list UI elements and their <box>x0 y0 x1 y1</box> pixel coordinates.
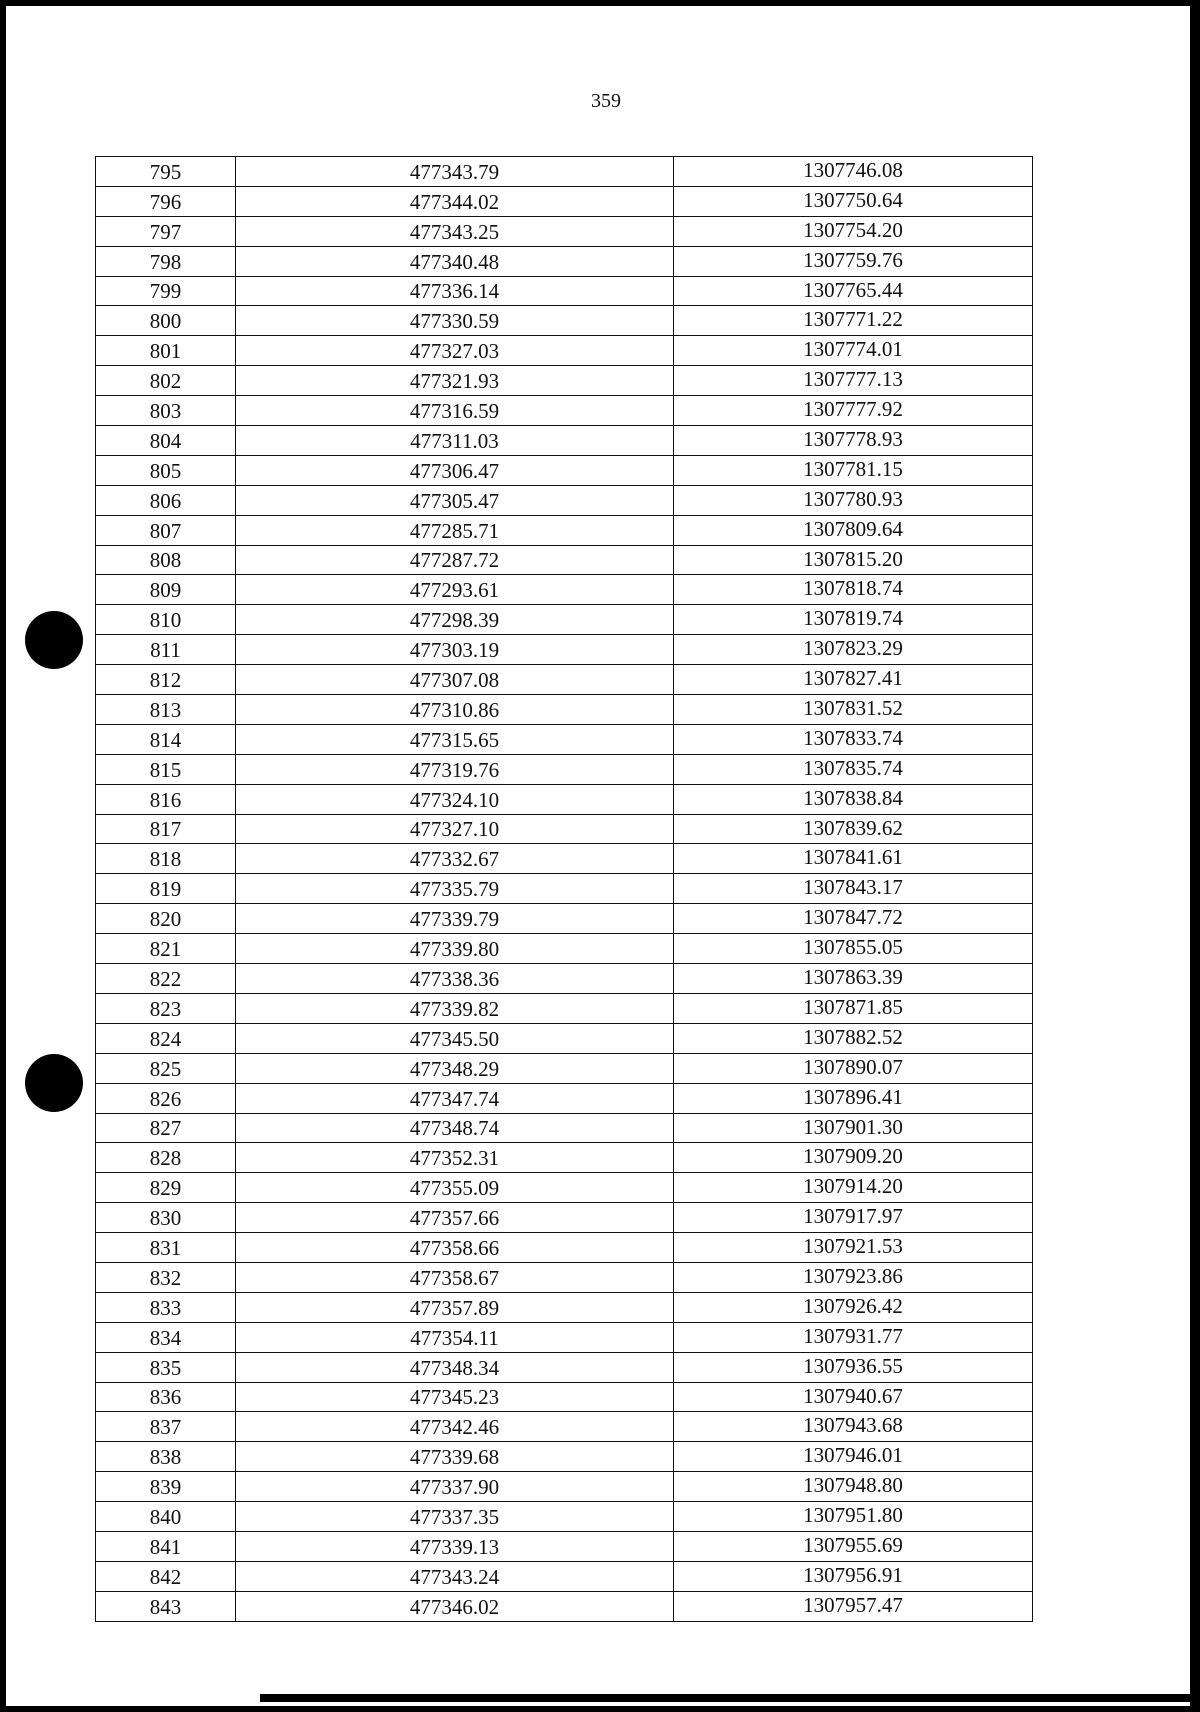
point-number-cell: 841 <box>96 1532 236 1561</box>
x-coordinate-cell: 477339.79 <box>236 904 674 933</box>
y-coordinate-cell: 1307843.17 <box>803 875 903 900</box>
x-coordinate-cell: 477311.03 <box>236 426 674 455</box>
x-coordinate-cell: 477357.66 <box>236 1203 674 1232</box>
x-coordinate-cell: 477337.35 <box>236 1502 674 1531</box>
point-number-cell: 801 <box>96 336 236 365</box>
table-row <box>96 1353 1032 1383</box>
point-number-cell: 819 <box>96 874 236 903</box>
scan-edge-bar <box>260 1694 1190 1702</box>
x-coordinate-cell: 477336.14 <box>236 277 674 306</box>
point-number-cell: 833 <box>96 1293 236 1322</box>
x-coordinate-cell: 477343.25 <box>236 217 674 246</box>
table-row <box>96 546 1032 576</box>
x-coordinate-cell: 477339.80 <box>236 934 674 963</box>
y-coordinate-cell: 1307882.52 <box>803 1024 903 1049</box>
x-coordinate-cell: 477285.71 <box>236 516 674 545</box>
table-row <box>96 1054 1032 1084</box>
y-coordinate-cell: 1307746.08 <box>803 158 903 182</box>
table-row <box>96 904 1032 934</box>
point-number-cell: 808 <box>96 546 236 575</box>
x-coordinate-cell: 477306.47 <box>236 456 674 485</box>
y-coordinate-cell: 1307839.62 <box>803 815 903 840</box>
x-coordinate-cell: 477358.67 <box>236 1263 674 1292</box>
table-row <box>96 1323 1032 1353</box>
table-row <box>96 1472 1032 1502</box>
x-coordinate-cell: 477339.68 <box>236 1442 674 1471</box>
point-number-cell: 840 <box>96 1502 236 1531</box>
y-coordinate-cell: 1307863.39 <box>803 965 903 990</box>
y-coordinate-cell: 1307871.85 <box>803 994 903 1019</box>
y-coordinate-cell: 1307909.20 <box>803 1144 903 1169</box>
table-row <box>96 815 1032 845</box>
table-row <box>96 366 1032 396</box>
x-coordinate-cell: 477316.59 <box>236 396 674 425</box>
table-row <box>96 486 1032 516</box>
point-number-cell: 820 <box>96 904 236 933</box>
point-number-cell: 811 <box>96 635 236 664</box>
point-number-cell: 799 <box>96 277 236 306</box>
x-coordinate-cell: 477354.11 <box>236 1323 674 1352</box>
x-coordinate-cell: 477324.10 <box>236 785 674 814</box>
table-row <box>96 247 1032 277</box>
y-coordinate-cell: 1307780.93 <box>803 486 903 511</box>
x-coordinate-cell: 477327.10 <box>236 815 674 844</box>
y-coordinate-cell: 1307917.97 <box>803 1204 903 1229</box>
table-row <box>96 755 1032 785</box>
table-row <box>96 1502 1032 1532</box>
x-coordinate-cell: 477321.93 <box>236 366 674 395</box>
x-coordinate-cell: 477338.36 <box>236 964 674 993</box>
point-number-cell: 842 <box>96 1562 236 1591</box>
table-row <box>96 187 1032 217</box>
x-coordinate-cell: 477348.74 <box>236 1114 674 1143</box>
y-coordinate-cell: 1307931.77 <box>803 1323 903 1348</box>
y-coordinate-cell: 1307771.22 <box>803 307 903 332</box>
x-coordinate-cell: 477337.90 <box>236 1472 674 1501</box>
table-row <box>96 874 1032 904</box>
point-number-cell: 843 <box>96 1592 236 1621</box>
y-coordinate-cell: 1307750.64 <box>803 187 903 212</box>
y-coordinate-cell: 1307833.74 <box>803 725 903 750</box>
y-coordinate-cell: 1307936.55 <box>803 1353 903 1378</box>
x-coordinate-cell: 477340.48 <box>236 247 674 276</box>
x-coordinate-cell: 477345.23 <box>236 1383 674 1412</box>
y-coordinate-cell: 1307774.01 <box>803 337 903 362</box>
point-number-cell: 814 <box>96 725 236 754</box>
point-number-cell: 825 <box>96 1054 236 1083</box>
x-coordinate-cell: 477343.79 <box>236 157 674 186</box>
table-row <box>96 456 1032 486</box>
table-row <box>96 575 1032 605</box>
y-coordinate-cell: 1307890.07 <box>803 1054 903 1079</box>
table-row <box>96 396 1032 426</box>
table-row <box>96 844 1032 874</box>
table-row <box>96 1263 1032 1293</box>
point-number-cell: 815 <box>96 755 236 784</box>
point-number-cell: 839 <box>96 1472 236 1501</box>
coordinate-table <box>95 156 1033 1622</box>
x-coordinate-cell: 477305.47 <box>236 486 674 515</box>
table-row <box>96 1532 1032 1562</box>
table-row <box>96 336 1032 366</box>
x-coordinate-cell: 477310.86 <box>236 695 674 724</box>
x-coordinate-cell: 477348.29 <box>236 1054 674 1083</box>
y-coordinate-cell: 1307835.74 <box>803 755 903 780</box>
table-row <box>96 1173 1032 1203</box>
x-coordinate-cell: 477357.89 <box>236 1293 674 1322</box>
table-row <box>96 785 1032 815</box>
x-coordinate-cell: 477345.50 <box>236 1024 674 1053</box>
table-row <box>96 1084 1032 1114</box>
x-coordinate-cell: 477358.66 <box>236 1233 674 1262</box>
table-row <box>96 635 1032 665</box>
y-coordinate-cell: 1307831.52 <box>803 696 903 721</box>
y-coordinate-cell: 1307841.61 <box>803 845 903 870</box>
table-row <box>96 994 1032 1024</box>
point-number-cell: 831 <box>96 1233 236 1262</box>
y-coordinate-cell: 1307765.44 <box>803 277 903 302</box>
point-number-cell: 817 <box>96 815 236 844</box>
x-coordinate-cell: 477307.08 <box>236 665 674 694</box>
table-row <box>96 725 1032 755</box>
x-coordinate-cell: 477287.72 <box>236 546 674 575</box>
x-coordinate-cell: 477348.34 <box>236 1353 674 1382</box>
x-coordinate-cell: 477339.82 <box>236 994 674 1023</box>
y-coordinate-cell: 1307943.68 <box>803 1413 903 1438</box>
y-coordinate-cell: 1307759.76 <box>803 247 903 272</box>
y-coordinate-cell: 1307921.53 <box>803 1234 903 1259</box>
table-row <box>96 665 1032 695</box>
point-number-cell: 832 <box>96 1263 236 1292</box>
point-number-cell: 824 <box>96 1024 236 1053</box>
punch-hole-bottom <box>25 1054 83 1112</box>
table-row <box>96 1233 1032 1263</box>
x-coordinate-cell: 477319.76 <box>236 755 674 784</box>
x-coordinate-cell: 477332.67 <box>236 844 674 873</box>
point-number-cell: 830 <box>96 1203 236 1232</box>
point-number-cell: 821 <box>96 934 236 963</box>
table-row <box>96 1024 1032 1054</box>
table-row <box>96 605 1032 635</box>
table-row <box>96 964 1032 994</box>
x-coordinate-cell: 477352.31 <box>236 1143 674 1172</box>
point-number-cell: 804 <box>96 426 236 455</box>
x-coordinate-cell: 477346.02 <box>236 1592 674 1621</box>
y-coordinate-cell: 1307818.74 <box>803 576 903 601</box>
point-number-cell: 818 <box>96 844 236 873</box>
point-number-cell: 827 <box>96 1114 236 1143</box>
document-page <box>6 6 1190 1706</box>
table-row <box>96 1203 1032 1233</box>
y-coordinate-cell: 1307809.64 <box>803 516 903 541</box>
table-row <box>96 277 1032 307</box>
point-number-cell: 806 <box>96 486 236 515</box>
table-row <box>96 1592 1032 1622</box>
x-coordinate-cell: 477355.09 <box>236 1173 674 1202</box>
point-number-cell: 809 <box>96 575 236 604</box>
y-coordinate-cell: 1307896.41 <box>803 1084 903 1109</box>
table-row <box>96 217 1032 247</box>
point-number-cell: 826 <box>96 1084 236 1113</box>
x-coordinate-cell: 477327.03 <box>236 336 674 365</box>
y-coordinate-cell: 1307819.74 <box>803 606 903 631</box>
y-coordinate-cell: 1307855.05 <box>803 935 903 960</box>
y-coordinate-cell: 1307777.13 <box>803 367 903 392</box>
point-number-cell: 813 <box>96 695 236 724</box>
x-coordinate-cell: 477335.79 <box>236 874 674 903</box>
x-coordinate-cell: 477343.24 <box>236 1562 674 1591</box>
point-number-cell: 796 <box>96 187 236 216</box>
point-number-cell: 836 <box>96 1383 236 1412</box>
point-number-cell: 835 <box>96 1353 236 1382</box>
y-coordinate-cell: 1307940.67 <box>803 1383 903 1408</box>
y-coordinate-cell: 1307946.01 <box>803 1443 903 1468</box>
point-number-cell: 803 <box>96 396 236 425</box>
point-number-cell: 834 <box>96 1323 236 1352</box>
point-number-cell: 838 <box>96 1442 236 1471</box>
point-number-cell: 797 <box>96 217 236 246</box>
table-row <box>96 695 1032 725</box>
table-row <box>96 1114 1032 1144</box>
table-row <box>96 1412 1032 1442</box>
page-number: 359 <box>591 90 621 112</box>
point-number-cell: 800 <box>96 306 236 335</box>
x-coordinate-cell: 477293.61 <box>236 575 674 604</box>
x-coordinate-cell: 477344.02 <box>236 187 674 216</box>
point-number-cell: 812 <box>96 665 236 694</box>
x-coordinate-cell: 477342.46 <box>236 1412 674 1441</box>
table-row <box>96 306 1032 336</box>
y-coordinate-cell: 1307827.41 <box>803 666 903 691</box>
y-coordinate-cell: 1307914.20 <box>803 1174 903 1199</box>
table-row <box>96 516 1032 546</box>
y-coordinate-cell: 1307815.20 <box>803 546 903 571</box>
y-coordinate-cell: 1307923.86 <box>803 1263 903 1288</box>
table-row <box>96 1442 1032 1472</box>
y-coordinate-cell: 1307754.20 <box>803 217 903 242</box>
point-number-cell: 837 <box>96 1412 236 1441</box>
table-row <box>96 426 1032 456</box>
y-coordinate-cell: 1307847.72 <box>803 905 903 930</box>
y-coordinate-cell: 1307926.42 <box>803 1293 903 1318</box>
x-coordinate-cell: 477298.39 <box>236 605 674 634</box>
y-coordinate-cell: 1307778.93 <box>803 427 903 452</box>
y-coordinate-cell: 1307838.84 <box>803 785 903 810</box>
point-number-cell: 828 <box>96 1143 236 1172</box>
y-coordinate-cell: 1307957.47 <box>803 1592 903 1617</box>
y-coordinate-cell: 1307823.29 <box>803 636 903 661</box>
y-coordinate-cell: 1307951.80 <box>803 1503 903 1528</box>
y-coordinate-cell: 1307781.15 <box>803 456 903 481</box>
x-coordinate-cell: 477315.65 <box>236 725 674 754</box>
point-number-cell: 805 <box>96 456 236 485</box>
y-coordinate-cell: 1307777.92 <box>803 397 903 422</box>
table-row <box>96 1293 1032 1323</box>
point-number-cell: 795 <box>96 157 236 186</box>
point-number-cell: 807 <box>96 516 236 545</box>
point-number-cell: 823 <box>96 994 236 1023</box>
y-coordinate-cell: 1307948.80 <box>803 1473 903 1498</box>
x-coordinate-cell: 477339.13 <box>236 1532 674 1561</box>
point-number-cell: 810 <box>96 605 236 634</box>
y-coordinate-cell: 1307956.91 <box>803 1562 903 1587</box>
point-number-cell: 802 <box>96 366 236 395</box>
point-number-cell: 822 <box>96 964 236 993</box>
x-coordinate-cell: 477330.59 <box>236 306 674 335</box>
x-coordinate-cell: 477303.19 <box>236 635 674 664</box>
y-coordinate-cell: 1307955.69 <box>803 1532 903 1557</box>
point-number-cell: 829 <box>96 1173 236 1202</box>
point-number-cell: 798 <box>96 247 236 276</box>
table-row <box>96 1562 1032 1592</box>
x-coordinate-cell: 477347.74 <box>236 1084 674 1113</box>
table-row <box>96 157 1032 187</box>
table-row <box>96 934 1032 964</box>
y-coordinate-cell: 1307901.30 <box>803 1114 903 1139</box>
table-row <box>96 1383 1032 1413</box>
table-row <box>96 1143 1032 1173</box>
punch-hole-top <box>25 611 83 669</box>
point-number-cell: 816 <box>96 785 236 814</box>
